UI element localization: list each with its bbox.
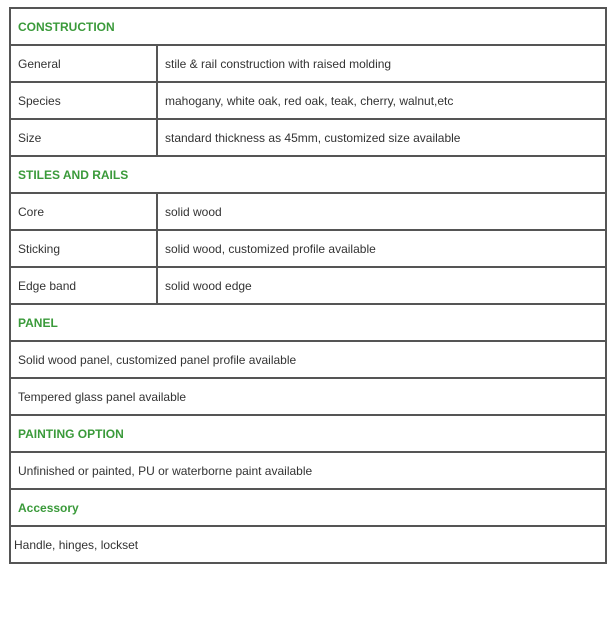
table-row	[10, 267, 606, 304]
row-value: solid wood, customized profile available	[157, 230, 606, 267]
row-value: solid wood edge	[157, 267, 606, 304]
table-row	[10, 230, 606, 267]
row-text: Solid wood panel, customized panel profile available	[10, 341, 606, 378]
section-stiles-rails	[10, 156, 606, 193]
row-text: Handle, hinges, lockset	[10, 526, 606, 563]
table-row	[10, 119, 606, 156]
table-row	[10, 452, 606, 489]
row-label: Edge band	[10, 267, 157, 304]
row-value: mahogany, white oak, red oak, teak, cherry, walnut,etc	[157, 82, 606, 119]
row-value: solid wood	[157, 193, 606, 230]
row-text: Unfinished or painted, PU or waterborne paint available	[10, 452, 606, 489]
row-label: General	[10, 45, 157, 82]
table-row	[10, 45, 606, 82]
section-painting	[10, 415, 606, 452]
section-heading: STILES AND RAILS	[10, 156, 606, 193]
table-row	[10, 341, 606, 378]
row-value: stile & rail construction with raised molding	[157, 45, 606, 82]
table-row	[10, 378, 606, 415]
table-row	[10, 193, 606, 230]
row-label: Species	[10, 82, 157, 119]
section-heading: PAINTING OPTION	[10, 415, 606, 452]
row-label: Size	[10, 119, 157, 156]
table-row	[10, 82, 606, 119]
section-heading: PANEL	[10, 304, 606, 341]
table-row	[10, 526, 606, 563]
row-text: Tempered glass panel available	[10, 378, 606, 415]
row-label: Sticking	[10, 230, 157, 267]
section-panel	[10, 304, 606, 341]
section-heading: Accessory	[10, 489, 606, 526]
section-heading: CONSTRUCTION	[10, 8, 606, 45]
row-label: Core	[10, 193, 157, 230]
section-accessory	[10, 489, 606, 526]
spec-table	[9, 7, 607, 564]
section-construction	[10, 8, 606, 45]
row-value: standard thickness as 45mm, customized size available	[157, 119, 606, 156]
